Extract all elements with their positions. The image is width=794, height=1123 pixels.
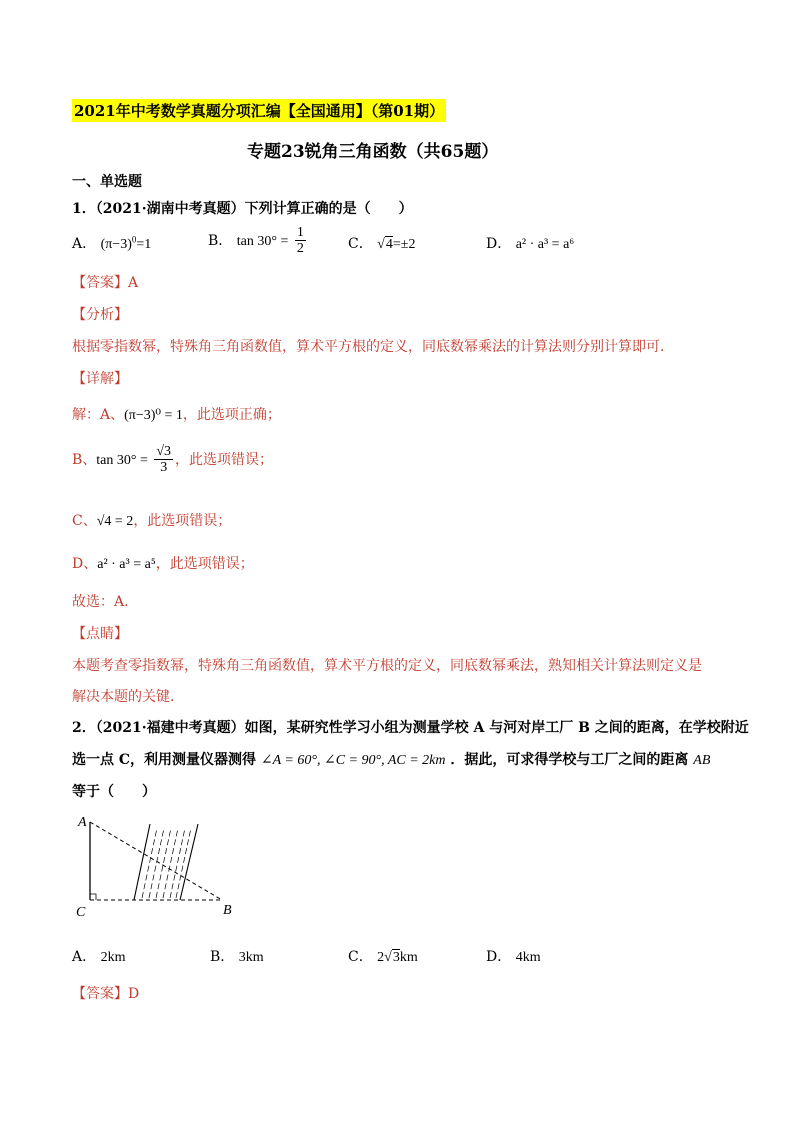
series-header: 2021年中考数学真题分项汇编【全国通用】（第01期） — [72, 99, 446, 122]
q2-option-a: A． 2km — [72, 949, 126, 965]
label-c: C — [76, 905, 86, 920]
question-2-line-2: 选一点 C，利用测量仪器测得 ∠A = 60°, ∠C = 90°, AC = 2km ．据此，可求得学校与工厂之间的距离 AB — [72, 752, 711, 768]
question-2-line-3: 等于（ ） — [72, 784, 156, 800]
q1-comment-line-2: 解决本题的关键． — [72, 689, 184, 705]
river-bank-right — [180, 824, 198, 900]
q1-option-b-fraction: $\frac{1}{2}$ — [296, 225, 304, 257]
q1-analysis-label: 【分析】 — [72, 307, 128, 323]
q1-option-a-math: $(\pi-3)^0=1$ — [100, 234, 152, 252]
question-1-stem: 1．（2021·湖南中考真题）下列计算正确的是（ ） — [72, 201, 413, 217]
q1-option-d — [486, 233, 574, 253]
q2-option-c: C． 2√3km — [348, 949, 418, 965]
q1-detail-b: B、tan 30° = $\frac{√3}{3}$ ，此选项错误； — [72, 444, 274, 476]
right-angle-mark — [90, 894, 96, 900]
river-bank-left — [134, 824, 150, 900]
q1-option-c-label: C． — [348, 236, 373, 252]
q2-option-d: D． 4km — [486, 949, 541, 965]
q1-option-c — [348, 233, 415, 253]
q1-answer: 【答案】A — [72, 275, 139, 291]
q1-analysis-text: 根据零指数幂，特殊角三角函数值，算术平方根的定义，同底数幂乘法的计算法则分别计算即可． — [72, 339, 674, 355]
q1-option-b-label: B． — [208, 232, 233, 249]
question-2-line-1: 2．（2021·福建中考真题）如图，某研究性学习小组为测量学校 A 与河对岸工厂 B 之间的距离，在学校附近 — [72, 720, 749, 736]
q1-option-a-label: A． — [72, 236, 97, 252]
q1-detail-a: 解：A、(π−3)⁰ = 1，此选项正确； — [72, 407, 281, 423]
q1-option-a — [72, 233, 151, 253]
river-triangle-figure — [70, 812, 245, 922]
q1-option-c-math: √4=±2 — [377, 237, 416, 252]
q2-option-b: B． 3km — [210, 949, 264, 965]
label-a: A — [78, 815, 87, 830]
q1-comment-label: 【点睛】 — [72, 626, 128, 642]
q1-option-b — [208, 225, 308, 257]
q1-conclusion: 故选：A． — [72, 594, 139, 610]
section-heading: 一、单选题 — [72, 174, 142, 190]
river-hatching — [142, 828, 191, 898]
q1-option-d-label: D． — [486, 236, 512, 252]
q1-comment-line-1: 本题考查零指数幂，特殊角三角函数值，算术平方根的定义，同底数幂乘法，熟知相关计算法则定义是 — [72, 658, 702, 674]
q1-detail-d: D、a² · a³ = a⁵，此选项错误； — [72, 556, 254, 572]
q1-detail-c: C、√4 = 2，此选项错误； — [72, 513, 232, 529]
label-b: B — [223, 903, 232, 918]
page-title: 专题23锐角三角函数（共65题） — [247, 142, 499, 162]
q1-detail-label: 【详解】 — [72, 371, 128, 387]
q1-option-d-math: a² · a³ = a⁶ — [515, 237, 575, 252]
q1-option-b-math: tan 30° = — [236, 233, 289, 249]
q2-answer: 【答案】D — [72, 986, 140, 1002]
